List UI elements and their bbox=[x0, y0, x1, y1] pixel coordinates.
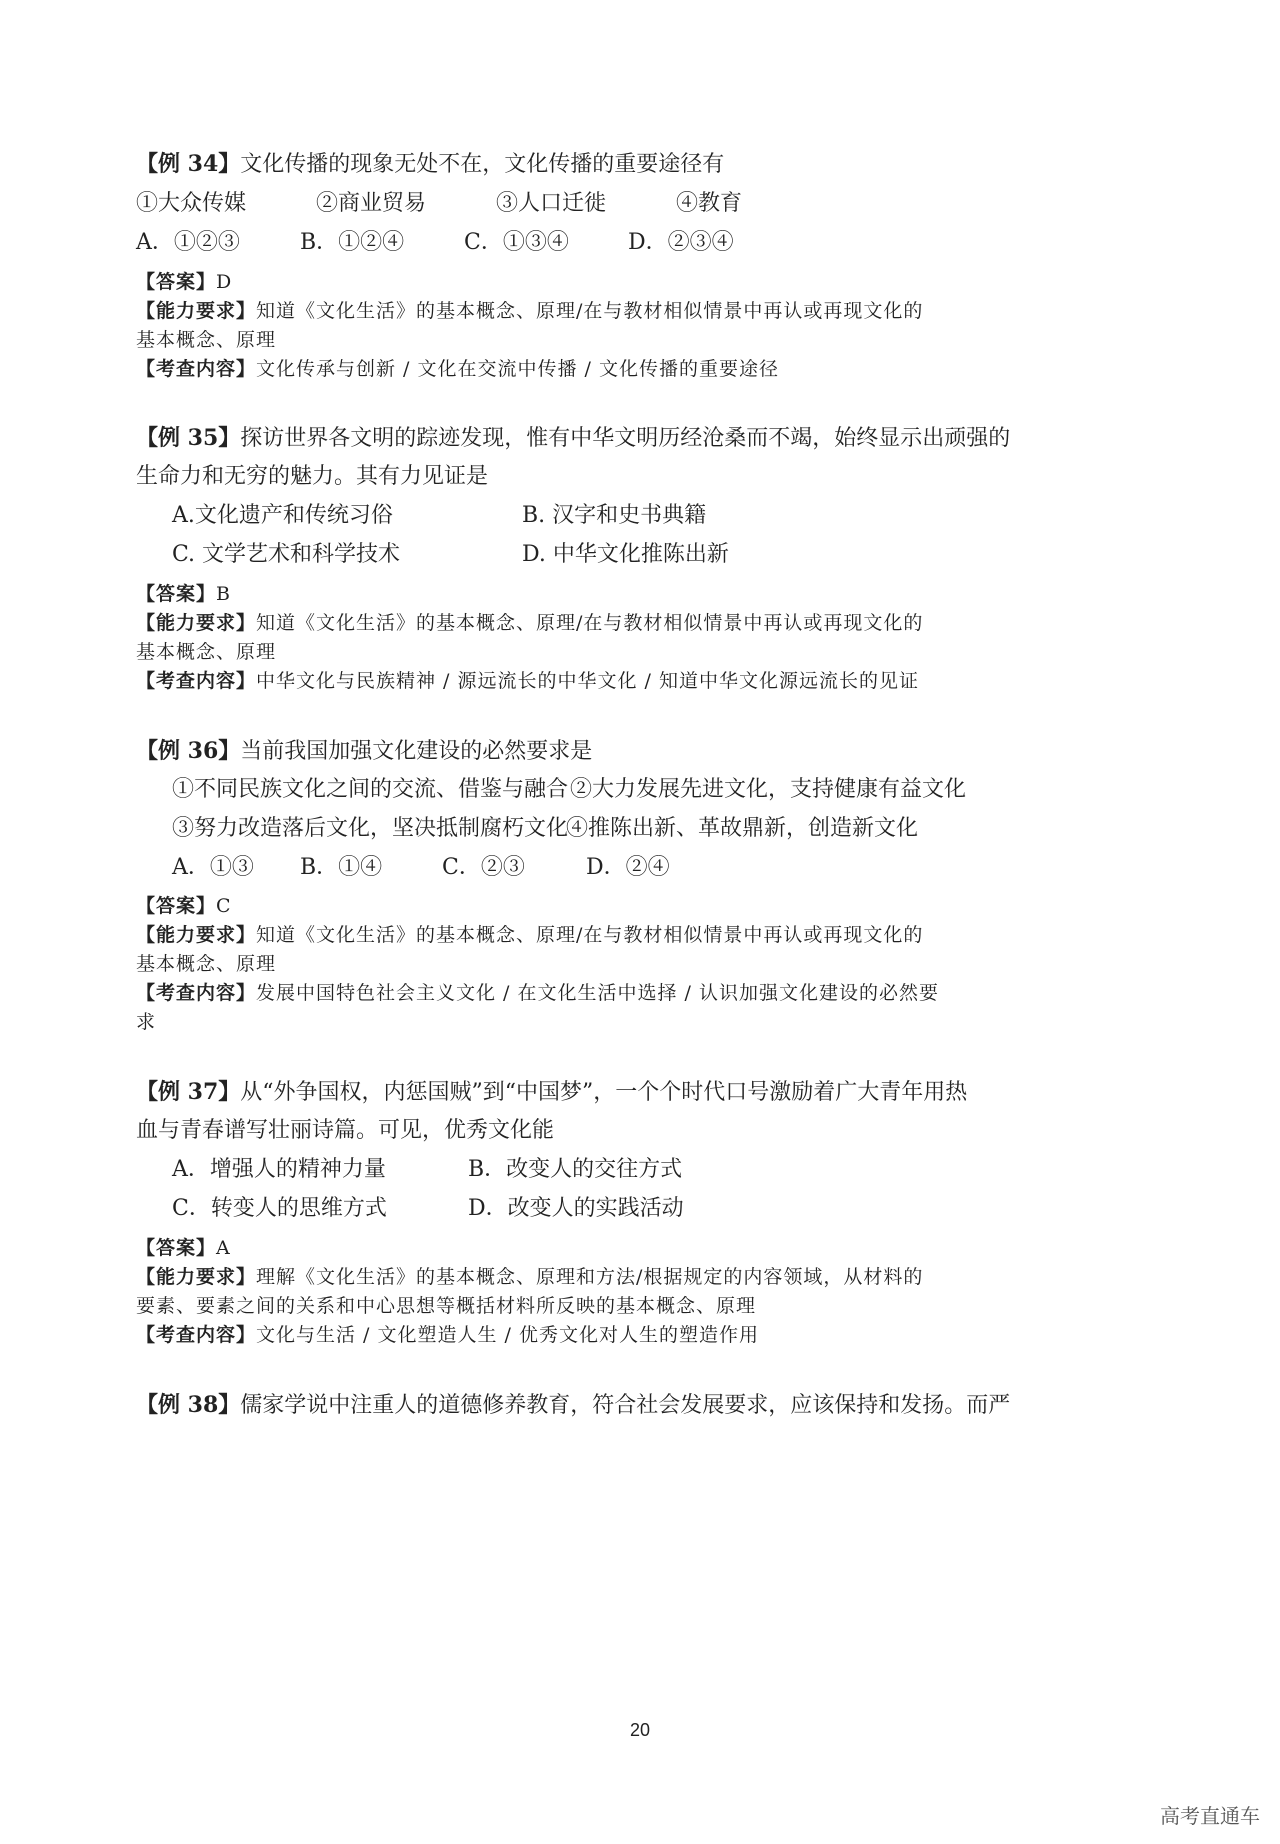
q35-answer-value: B bbox=[216, 583, 231, 605]
q34-item-4: ④教育 bbox=[676, 191, 743, 216]
q34-stem bbox=[136, 150, 724, 179]
q36-content-line2: 求 bbox=[136, 1011, 157, 1033]
q35-content bbox=[136, 668, 919, 694]
q36-content bbox=[136, 980, 939, 1006]
q34-tag: 【例 34】 bbox=[136, 151, 241, 177]
q37-option-c: C．转变人的思维方式 bbox=[172, 1196, 387, 1221]
q34-ability bbox=[136, 298, 923, 324]
q34-item-3: ③人口迁徙 bbox=[496, 191, 607, 216]
q37-option-a: A．增强人的精神力量 bbox=[172, 1157, 386, 1182]
q37-answer-tag: 【答案】 bbox=[136, 1237, 217, 1259]
q35-answer bbox=[136, 581, 231, 607]
q37-tag: 【例 37】 bbox=[136, 1079, 241, 1105]
q37-content bbox=[136, 1322, 759, 1348]
q36-ability bbox=[136, 922, 923, 948]
q37-stem-line2: 血与青春谱写壮丽诗篇。可见，优秀文化能 bbox=[136, 1118, 555, 1143]
q35-answer-tag: 【答案】 bbox=[136, 583, 217, 605]
q36-answer bbox=[136, 893, 232, 919]
q38-tag: 【例 38】 bbox=[136, 1392, 241, 1418]
q35-stem-line2: 生命力和无穷的魅力。其有力见证是 bbox=[136, 464, 489, 489]
q36-item-2: ②大力发展先进文化，支持健康有益文化 bbox=[570, 777, 967, 802]
q37-content-text: 文化与生活 / 文化塑造人生 / 优秀文化对人生的塑造作用 bbox=[256, 1324, 759, 1346]
q38-stem bbox=[136, 1391, 1010, 1420]
q35-ability-tag: 【能力要求】 bbox=[136, 612, 257, 634]
q36-stem bbox=[136, 737, 592, 766]
q37-answer bbox=[136, 1235, 231, 1261]
q37-ability-line2: 要素、要素之间的关系和中心思想等概括材料所反映的基本概念、原理 bbox=[136, 1295, 757, 1317]
q36-item-4: ④推陈出新、革故鼎新，创造新文化 bbox=[566, 816, 919, 841]
q34-option-d: D．②③④ bbox=[628, 230, 734, 255]
watermark: 高考直通车 bbox=[1160, 1804, 1260, 1828]
q35-content-tag: 【考查内容】 bbox=[136, 670, 257, 692]
q35-tag: 【例 35】 bbox=[136, 425, 241, 451]
q34-item-2: ②商业贸易 bbox=[316, 191, 427, 216]
q37-content-tag: 【考查内容】 bbox=[136, 1324, 257, 1346]
q34-answer-tag: 【答案】 bbox=[136, 271, 217, 293]
q36-ability-line2: 基本概念、原理 bbox=[136, 953, 277, 975]
q38-stem-text: 儒家学说中注重人的道德修养教育，符合社会发展要求，应该保持和发扬。而严 bbox=[240, 1393, 1011, 1418]
q36-answer-tag: 【答案】 bbox=[136, 895, 217, 917]
q35-ability-line2: 基本概念、原理 bbox=[136, 641, 277, 663]
q34-content-tag: 【考查内容】 bbox=[136, 358, 257, 380]
q36-stem-text: 当前我国加强文化建设的必然要求是 bbox=[240, 739, 593, 764]
q34-ability-tag: 【能力要求】 bbox=[136, 300, 257, 322]
q36-item-3: ③努力改造落后文化，坚决抵制腐朽文化 bbox=[172, 816, 569, 841]
q34-item-1: ①大众传媒 bbox=[136, 191, 247, 216]
q36-option-b: B．①④ bbox=[300, 855, 383, 880]
q37-answer-value: A bbox=[216, 1237, 231, 1259]
q35-stem bbox=[136, 424, 1010, 453]
q37-option-d: D．改变人的实践活动 bbox=[468, 1196, 684, 1221]
q34-stem-text: 文化传播的现象无处不在，文化传播的重要途径有 bbox=[240, 152, 725, 177]
q37-ability-tag: 【能力要求】 bbox=[136, 1266, 257, 1288]
q36-ability-tag: 【能力要求】 bbox=[136, 924, 257, 946]
q34-ability-line2: 基本概念、原理 bbox=[136, 329, 277, 351]
q37-ability bbox=[136, 1264, 923, 1290]
q36-ability-line1: 知道《文化生活》的基本概念、原理/在与教材相似情景中再认或再现文化的 bbox=[256, 924, 924, 946]
q36-item-1: ①不同民族文化之间的交流、借鉴与融合 bbox=[172, 777, 569, 802]
q35-content-text: 中华文化与民族精神 / 源远流长的中华文化 / 知道中华文化源远流长的见证 bbox=[256, 670, 919, 692]
q35-option-b: B. 汉字和史书典籍 bbox=[522, 503, 707, 528]
q34-content-text: 文化传承与创新 / 文化在交流中传播 / 文化传播的重要途径 bbox=[256, 358, 779, 380]
q36-tag: 【例 36】 bbox=[136, 738, 241, 764]
q34-answer bbox=[136, 269, 232, 295]
q37-stem bbox=[136, 1078, 967, 1107]
q34-content bbox=[136, 356, 779, 382]
q37-stem-line1: 从“外争国权，内惩国贼”到“中国梦”，一个个时代口号激励着广大青年用热 bbox=[240, 1080, 968, 1105]
q35-ability bbox=[136, 610, 923, 636]
q36-content-line1: 发展中国特色社会主义文化 / 在文化生活中选择 / 认识加强文化建设的必然要 bbox=[256, 982, 939, 1004]
q35-stem-line1: 探访世界各文明的踪迹发现，惟有中华文明历经沧桑而不竭，始终显示出顽强的 bbox=[240, 426, 1011, 451]
q36-option-d: D．②④ bbox=[586, 855, 670, 880]
page-number: 20 bbox=[629, 1720, 651, 1740]
q35-option-d: D. 中华文化推陈出新 bbox=[522, 542, 729, 567]
q36-content-tag: 【考查内容】 bbox=[136, 982, 257, 1004]
q34-option-b: B．①②④ bbox=[300, 230, 405, 255]
q35-option-a: A.文化遗产和传统习俗 bbox=[172, 503, 393, 528]
q35-ability-line1: 知道《文化生活》的基本概念、原理/在与教材相似情景中再认或再现文化的 bbox=[256, 612, 924, 634]
q34-option-c: C．①③④ bbox=[464, 230, 569, 255]
q37-option-b: B．改变人的交往方式 bbox=[468, 1157, 683, 1182]
q37-ability-line1: 理解《文化生活》的基本概念、原理和方法/根据规定的内容领域，从材料的 bbox=[256, 1266, 924, 1288]
q36-option-a: A．①③ bbox=[172, 855, 254, 880]
q36-answer-value: C bbox=[216, 895, 232, 917]
q34-answer-value: D bbox=[216, 271, 233, 293]
q36-option-c: C．②③ bbox=[442, 855, 525, 880]
q34-option-a: A．①②③ bbox=[136, 230, 240, 255]
q35-option-c: C. 文学艺术和科学技术 bbox=[172, 542, 401, 567]
q34-ability-line1: 知道《文化生活》的基本概念、原理/在与教材相似情景中再认或再现文化的 bbox=[256, 300, 924, 322]
